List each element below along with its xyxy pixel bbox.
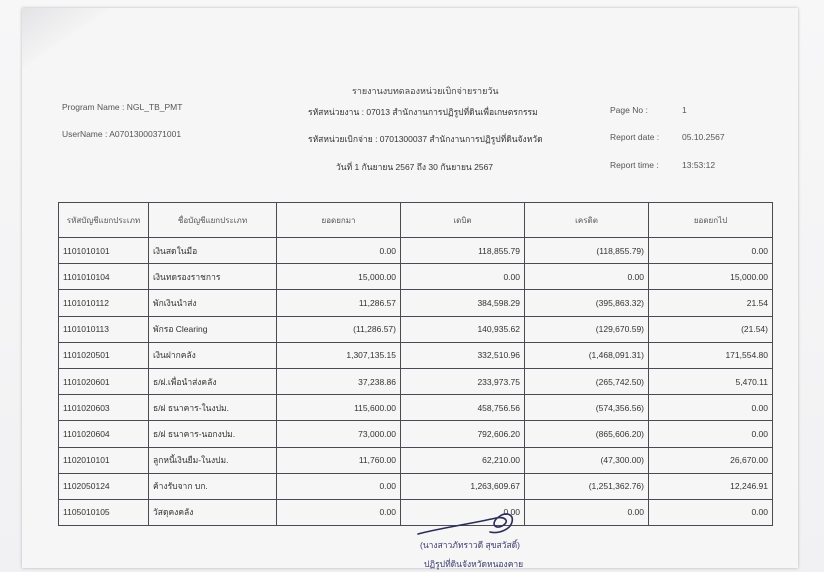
cell-debit: 1,263,609.67 xyxy=(401,473,525,499)
cell-account-name: ธ/ฝ.เพื่อนำส่งคลัง xyxy=(149,368,277,394)
cell-account-name: เงินทดรองราชการ xyxy=(149,264,277,290)
cell-debit: 140,935.62 xyxy=(401,316,525,342)
cell-account-code: 1101020501 xyxy=(59,342,149,368)
cell-account-code: 1105010105 xyxy=(59,499,149,525)
cell-opening-balance: 11,760.00 xyxy=(277,447,401,473)
disbursing-unit-line: รหัสหน่วยเบิกจ่าย : 0701300037 สำนักงานการปฏิรูปที่ดินจังหวัด xyxy=(308,134,543,144)
cell-closing-balance: 21.54 xyxy=(649,290,773,316)
cell-account-code: 1102050124 xyxy=(59,473,149,499)
cell-debit: 0.00 xyxy=(401,499,525,525)
cell-closing-balance: 0.00 xyxy=(649,421,773,447)
cell-debit: 233,973.75 xyxy=(401,368,525,394)
cell-opening-balance: 0.00 xyxy=(277,238,401,264)
cell-account-code: 1102010101 xyxy=(59,447,149,473)
cell-account-code: 1101010113 xyxy=(59,316,149,342)
cell-account-name: เงินสดในมือ xyxy=(149,238,277,264)
cell-closing-balance: 26,670.00 xyxy=(649,447,773,473)
header-opening-balance: ยอดยกมา xyxy=(277,203,401,238)
cell-debit: 62,210.00 xyxy=(401,447,525,473)
cell-account-code: 1101020601 xyxy=(59,368,149,394)
cell-closing-balance: 0.00 xyxy=(649,395,773,421)
cell-closing-balance: 0.00 xyxy=(649,238,773,264)
cell-account-name: พักเงินนำส่ง xyxy=(149,290,277,316)
program-name: Program Name : NGL_TB_PMT xyxy=(62,102,183,112)
cell-credit: 0.00 xyxy=(525,264,649,290)
table-row xyxy=(59,316,773,342)
table-row xyxy=(59,447,773,473)
signatory-name: (นางสาวภัทราวดี สุขสวัสดิ์) xyxy=(420,540,520,550)
cell-account-code: 1101020604 xyxy=(59,421,149,447)
cell-opening-balance: 1,307,135.15 xyxy=(277,342,401,368)
cell-opening-balance: 0.00 xyxy=(277,473,401,499)
cell-credit: (1,251,362.76) xyxy=(525,473,649,499)
trial-balance-table xyxy=(58,202,773,526)
cell-closing-balance: 171,554.80 xyxy=(649,342,773,368)
cell-closing-balance: 5,470.11 xyxy=(649,368,773,394)
cell-opening-balance: 0.00 xyxy=(277,499,401,525)
username: UserName : A07013000371001 xyxy=(62,129,182,139)
cell-debit: 0.00 xyxy=(401,264,525,290)
report-title: รายงานงบทดลองหน่วยเบิกจ่ายรายวัน xyxy=(352,86,499,96)
table-header-row xyxy=(59,203,773,238)
cell-account-name: ลูกหนี้เงินยืม-ในงปม. xyxy=(149,447,277,473)
cell-credit: (118,855.79) xyxy=(525,238,649,264)
report-date-label: Report date : xyxy=(610,132,660,142)
cell-debit: 118,855.79 xyxy=(401,238,525,264)
cell-account-code: 1101010104 xyxy=(59,264,149,290)
cell-closing-balance: (21.54) xyxy=(649,316,773,342)
cell-account-name: ธ/ฝ ธนาคาร-นอกงปม. xyxy=(149,421,277,447)
report-time-label: Report time : xyxy=(610,160,659,170)
header-account-code: รหัสบัญชีแยกประเภท xyxy=(59,203,149,238)
cell-opening-balance: 37,238.86 xyxy=(277,368,401,394)
cell-credit: (574,356.56) xyxy=(525,395,649,421)
cell-opening-balance: 115,600.00 xyxy=(277,395,401,421)
table-row xyxy=(59,342,773,368)
period-line: วันที่ 1 กันยายน 2567 ถึง 30 กันยายน 2567 xyxy=(336,162,494,172)
page-no-value: 1 xyxy=(682,105,687,115)
cell-debit: 332,510.96 xyxy=(401,342,525,368)
header-closing-balance: ยอดยกไป xyxy=(649,203,773,238)
cell-account-code: 1101010112 xyxy=(59,290,149,316)
cell-account-name: พักรอ Clearing xyxy=(149,316,277,342)
cell-credit: (265,742.50) xyxy=(525,368,649,394)
cell-account-name: ค้างรับจาก บก. xyxy=(149,473,277,499)
header-account-name: ชื่อบัญชีแยกประเภท xyxy=(149,203,277,238)
header-credit: เครดิต xyxy=(525,203,649,238)
paper-fold xyxy=(22,8,112,68)
table-row xyxy=(59,395,773,421)
table-row xyxy=(59,473,773,499)
cell-account-code: 1101020603 xyxy=(59,395,149,421)
department-line: รหัสหน่วยงาน : 07013 สำนักงานการปฏิรูปที่ดินเพื่อเกษตรกรรม xyxy=(308,107,538,117)
table-row xyxy=(59,421,773,447)
cell-closing-balance: 12,246.91 xyxy=(649,473,773,499)
cell-account-name: ธ/ฝ ธนาคาร-ในงปม. xyxy=(149,395,277,421)
table-row xyxy=(59,264,773,290)
cell-closing-balance: 15,000.00 xyxy=(649,264,773,290)
cell-opening-balance: 73,000.00 xyxy=(277,421,401,447)
cell-account-name: วัสดุคงคลัง xyxy=(149,499,277,525)
page-no-label: Page No : xyxy=(610,105,648,115)
cell-closing-balance: 0.00 xyxy=(649,499,773,525)
report-paper xyxy=(22,8,798,568)
cell-account-code: 1101010101 xyxy=(59,238,149,264)
report-time-value: 13:53:12 xyxy=(682,160,716,170)
cell-opening-balance: (11,286.57) xyxy=(277,316,401,342)
table-row xyxy=(59,238,773,264)
cell-debit: 458,756.56 xyxy=(401,395,525,421)
report-date-value: 05.10.2567 xyxy=(682,132,725,142)
cell-credit: (395,863.32) xyxy=(525,290,649,316)
cell-debit: 384,598.29 xyxy=(401,290,525,316)
cell-credit: (47,300.00) xyxy=(525,447,649,473)
cell-credit: 0.00 xyxy=(525,499,649,525)
cell-account-name: เงินฝากคลัง xyxy=(149,342,277,368)
header-debit: เดบิต xyxy=(401,203,525,238)
table-row xyxy=(59,368,773,394)
cell-credit: (1,468,091.31) xyxy=(525,342,649,368)
cell-opening-balance: 11,286.57 xyxy=(277,290,401,316)
table-row xyxy=(59,290,773,316)
cell-debit: 792,606.20 xyxy=(401,421,525,447)
cell-credit: (129,670.59) xyxy=(525,316,649,342)
signatory-office: ปฏิรูปที่ดินจังหวัดหนองคาย xyxy=(424,559,524,569)
cell-opening-balance: 15,000.00 xyxy=(277,264,401,290)
cell-credit: (865,606.20) xyxy=(525,421,649,447)
